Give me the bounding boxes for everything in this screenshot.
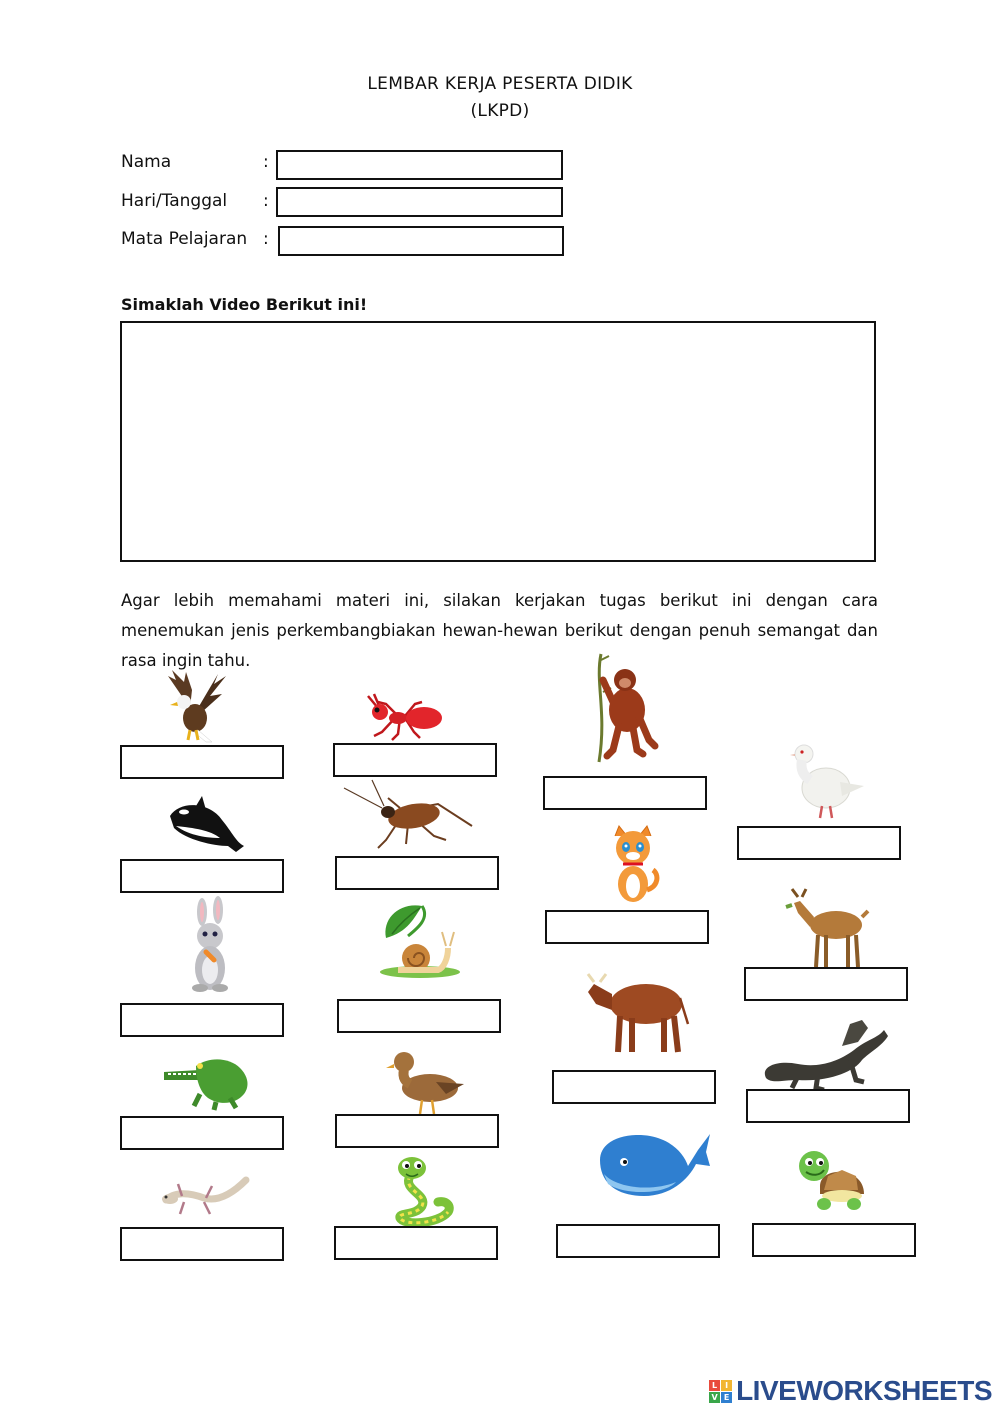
- date-label: Hari/Tanggal: [121, 191, 228, 211]
- eagle-icon: [160, 668, 230, 746]
- dove-icon: [790, 740, 866, 820]
- answer-box-snail[interactable]: [337, 999, 501, 1033]
- date-field[interactable]: [276, 187, 563, 217]
- page-subtitle: (LKPD): [470, 101, 530, 121]
- answer-box-dove[interactable]: [737, 826, 901, 860]
- liveworksheets-brand: [709, 1375, 992, 1407]
- answer-box-duck[interactable]: [335, 1114, 499, 1148]
- lizard-icon: [160, 1172, 248, 1220]
- orangutan-icon: [585, 652, 665, 764]
- name-field[interactable]: [276, 150, 563, 180]
- logo-letter-e: E: [721, 1392, 732, 1403]
- rabbit-icon: [186, 898, 234, 994]
- snail-icon: [378, 898, 462, 980]
- answer-box-lizard[interactable]: [120, 1227, 284, 1261]
- video-frame[interactable]: [120, 321, 876, 562]
- cow-icon: [584, 964, 694, 1056]
- orca-icon: [166, 796, 250, 856]
- name-colon: :: [263, 152, 269, 172]
- answer-box-whale[interactable]: [556, 1224, 720, 1258]
- crocodile-icon: [160, 1046, 252, 1112]
- date-colon: :: [263, 191, 269, 211]
- answer-box-goat[interactable]: [744, 967, 908, 1001]
- subject-colon: :: [263, 229, 269, 249]
- answer-box-turtle[interactable]: [752, 1223, 916, 1257]
- cat-icon: [605, 826, 661, 906]
- logo-letter-i: I: [721, 1380, 732, 1391]
- answer-box-eagle[interactable]: [120, 745, 284, 779]
- name-label: Nama: [121, 152, 172, 172]
- goat-icon: [784, 887, 870, 969]
- ant-icon: [360, 690, 450, 742]
- answer-box-snake[interactable]: [334, 1226, 498, 1260]
- instruction-text: Agar lebih memahami materi ini, silakan kerjakan tugas berikut ini dengan cara menemukan jenis perkembangbiakan hewan-hewan berikut dengan penuh semangat dan rasa ingin tahu.: [121, 591, 878, 670]
- liveworksheets-wordmark: LIVEWORKSHEETS: [736, 1375, 992, 1406]
- answer-box-cow[interactable]: [552, 1070, 716, 1104]
- video-heading: Simaklah Video Berikut ini!: [121, 295, 368, 314]
- komodo-icon: [758, 1016, 890, 1092]
- answer-box-crocodile[interactable]: [120, 1116, 284, 1150]
- snake-icon: [392, 1154, 454, 1226]
- answer-box-ant[interactable]: [333, 743, 497, 777]
- subject-label: Mata Pelajaran: [121, 229, 248, 249]
- answer-box-orca[interactable]: [120, 859, 284, 893]
- answer-box-cockroach[interactable]: [335, 856, 499, 890]
- turtle-icon: [794, 1146, 868, 1214]
- logo-letter-v: V: [709, 1392, 720, 1403]
- answer-box-orangutan[interactable]: [543, 776, 707, 810]
- logo-letter-l: L: [709, 1380, 720, 1391]
- answer-box-cat[interactable]: [545, 910, 709, 944]
- answer-box-rabbit[interactable]: [120, 1003, 284, 1037]
- duck-icon: [386, 1048, 466, 1116]
- answer-box-komodo[interactable]: [746, 1089, 910, 1123]
- liveworksheets-logo-icon: [709, 1380, 732, 1403]
- subject-field[interactable]: [278, 226, 564, 256]
- page-title: LEMBAR KERJA PESERTA DIDIK: [367, 74, 633, 94]
- whale-icon: [596, 1130, 712, 1200]
- cockroach-icon: [342, 778, 474, 852]
